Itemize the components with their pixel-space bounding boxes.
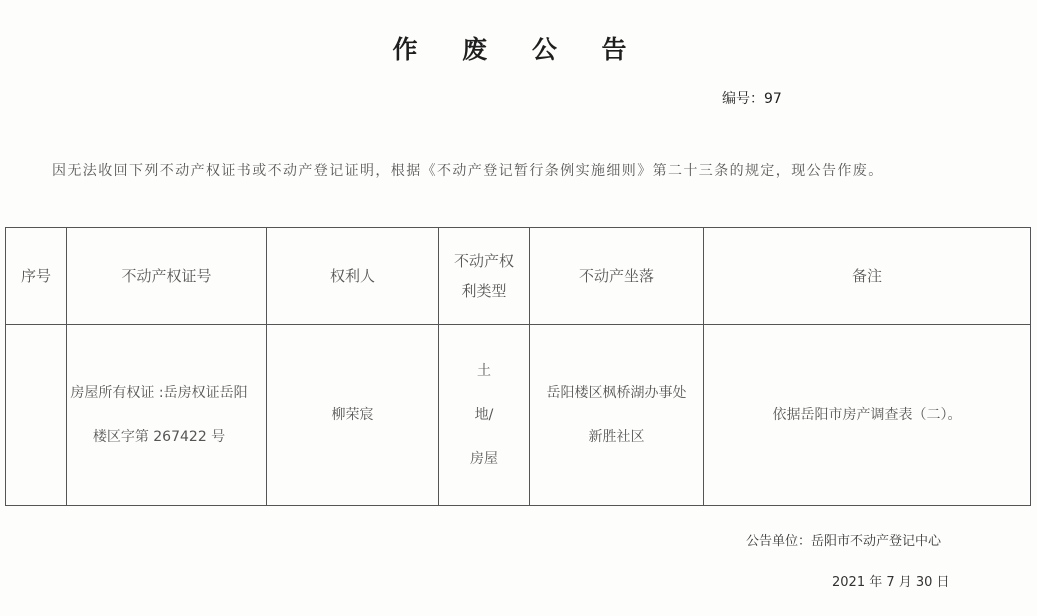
cell-index <box>6 325 67 506</box>
cell-location <box>530 325 704 506</box>
table-row <box>6 325 1031 506</box>
location-text: 岳阳楼区枫桥湖办事处新胜社区 <box>546 385 687 445</box>
issue-date: 2021 年 7 月 30 日 <box>832 575 950 590</box>
header-cert-no: 不动产权证号 <box>67 228 267 325</box>
header-remark: 备注 <box>704 228 1031 325</box>
header-index: 序号 <box>6 228 67 325</box>
header-location: 不动产坐落 <box>530 228 704 325</box>
header-right-type <box>439 228 530 325</box>
page-title: 作 废 公 告 <box>392 35 645 64</box>
intro-paragraph: 因无法收回下列不动产权证书或不动产登记证明，根据《不动产登记暂行条例实施细则》第二十三条的规定，现公告作废。 <box>52 163 884 179</box>
cell-remark: 依据岳阳市房产调查表（二）。 <box>704 325 1031 506</box>
issuing-unit: 公告单位：岳阳市不动产登记中心 <box>746 534 942 549</box>
notice-table <box>5 227 1031 506</box>
right-type-text: 土地/房屋 <box>470 363 498 467</box>
cell-owner: 柳荣宸 <box>267 325 439 506</box>
document-number: 编号：97 <box>722 91 782 107</box>
cell-cert-no <box>67 325 267 506</box>
header-owner: 权利人 <box>267 228 439 325</box>
table-header-row <box>6 228 1031 325</box>
cell-right-type <box>439 325 530 506</box>
header-right-type-label: 不动产权利类型 <box>453 252 514 300</box>
cert-no-text: 房屋所有权证 :岳房权证岳阳楼区字第 267422 号 <box>70 385 248 445</box>
